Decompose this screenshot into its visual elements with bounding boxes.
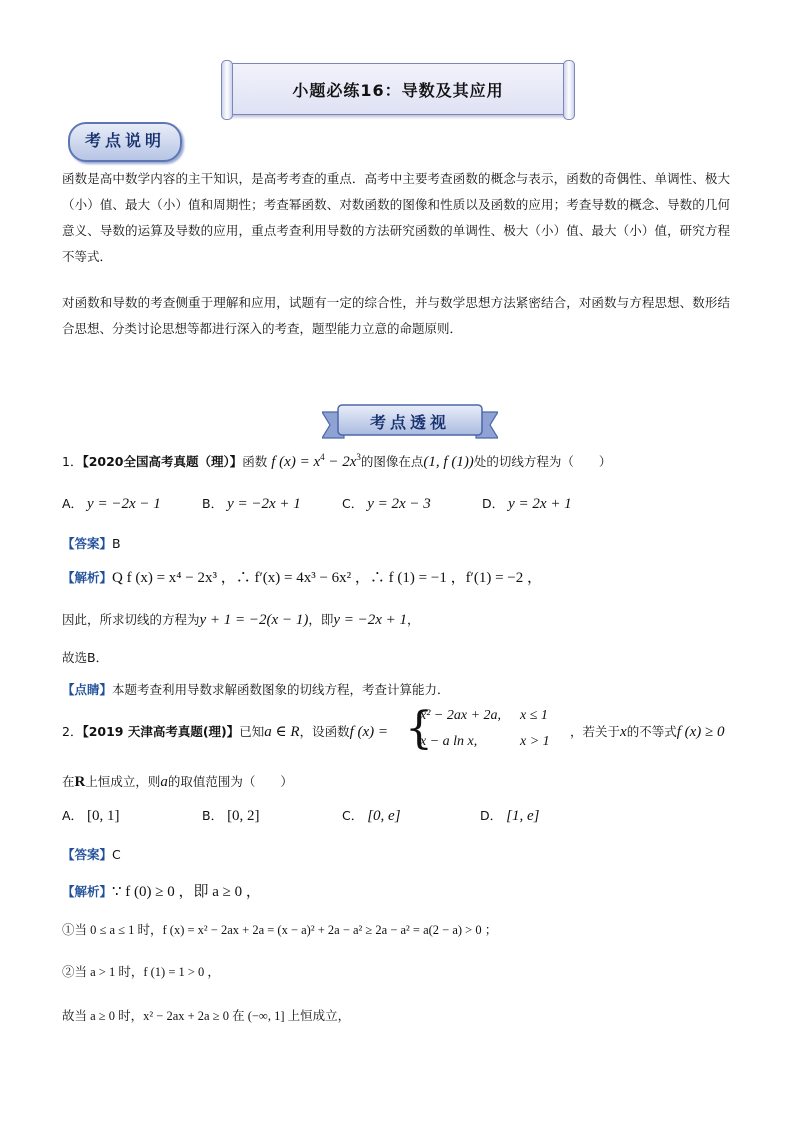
q2-case1: x² − 2ax + 2a,	[420, 708, 502, 723]
q1-stem-text-b: 的图像在点	[360, 454, 424, 469]
q2-stem-line2: 在R上恒成立，则a的取值范围为（ ）	[62, 774, 293, 790]
title-banner	[226, 63, 570, 115]
q1-option-a: A． y = −2x − 1	[62, 496, 161, 512]
q1-stem-text-a: 函数	[242, 454, 268, 469]
section-badge-explanation: 考点说明	[68, 122, 182, 162]
q2-analysis-line4: 故当 a ≥ 0 时，x² − 2ax + 2a ≥ 0 在 (−∞, 1] 上恒成立，	[62, 1009, 351, 1023]
q2-analysis-line3: ②当 a > 1 时，f (1) = 1 > 0 ，	[62, 965, 220, 979]
q2-stem: 2．【2019 天津高考真题(理)】已知a ∈ R，设函数f (x) =	[62, 724, 389, 740]
q1-option-c: C． y = 2x − 3	[342, 496, 431, 512]
q2-stem-tail: ，若关于x的不等式f (x) ≥ 0	[570, 724, 725, 740]
q1-analysis-line3: 故选B．	[62, 650, 109, 665]
q1-stem-text-c: 处的切线方程为（ ）	[473, 454, 612, 469]
q2-option-b: B． [0, 2]	[202, 808, 260, 824]
intro-paragraph-2: 对函数和导数的考查侧重于理解和应用，试题有一定的综合性，并与数学思想方法紧密结合，对函数与方程思想、数形结合思想、分类讨论思想等都进行深入的考查，题型能力立意的命题原则．	[62, 295, 730, 336]
page-title: 小题必练16：导数及其应用	[292, 81, 504, 100]
q1-analysis-line1: 【解析】Q f (x) = x⁴ − 2x³ ，∴ f′(x) = 4x³ − 6x² ，∴ f (1) = −1 ，f′(1) = −2 ，	[62, 570, 542, 586]
q1-source: 【2020全国高考真题（理）】	[82, 454, 243, 469]
q1-number: 1．	[62, 454, 83, 469]
q1-answer: 【答案】B	[62, 536, 121, 551]
q2-answer: 【答案】C	[62, 847, 121, 862]
q1-point: (1, f (1))	[423, 454, 474, 470]
ribbon-label: 考点透视	[369, 413, 450, 432]
q2-option-d: D． [1, e]	[480, 808, 540, 824]
q2-option-c: C． [0, e]	[342, 808, 401, 824]
q2-analysis-line1: 【解析】∵ f (0) ≥ 0 ，即 a ≥ 0 ，	[62, 884, 261, 900]
q2-case1-condition: x ≤ 1	[520, 708, 548, 723]
q2-option-a: A． [0, 1]	[62, 808, 120, 824]
q1-comment: 【点睛】本题考查利用导数求解函数图象的切线方程，考查计算能力．	[62, 682, 450, 697]
q2-analysis-line2: ①当 0 ≤ a ≤ 1 时，f (x) = x² − 2ax + 2a = (x − a)² + 2a − a² ≥ 2a − a² = a(2 − a) > 0 ；	[62, 923, 498, 937]
section-ribbon-perspective	[322, 402, 498, 444]
q1-analysis-line2: 因此，所求切线的方程为y + 1 = −2(x − 1)，即y = −2x + 1，	[62, 612, 420, 628]
q1-option-d: D． y = 2x + 1	[482, 496, 572, 512]
q2-case2-condition: x > 1	[520, 734, 550, 749]
q1-stem	[62, 452, 611, 471]
q2-case2: x − a ln x,	[420, 734, 478, 749]
q2-piecewise-brace: {	[405, 703, 433, 754]
q2-source: 【2019 天津高考真题(理)】	[82, 724, 240, 739]
q1-function: f $(x) = x^4 - 2x^3$	[271, 452, 361, 470]
intro-paragraph-1: 函数是高中数学内容的主干知识，是高考考查的重点．高考中主要考查函数的概念与表示，函数的奇偶性、单调性、极大（小）值、最大（小）值和周期性；考查幂函数、对数函数的图像和性质以及函数的应用；考查导数的概念、导数的几何意义、导数的运算及导数的应用，重点考查利用导数的方法研究函数的单调性、极大（小）值、最大（小）值，研究方程不等式．	[62, 171, 730, 264]
q1-option-b: B． y = −2x + 1	[202, 496, 301, 512]
